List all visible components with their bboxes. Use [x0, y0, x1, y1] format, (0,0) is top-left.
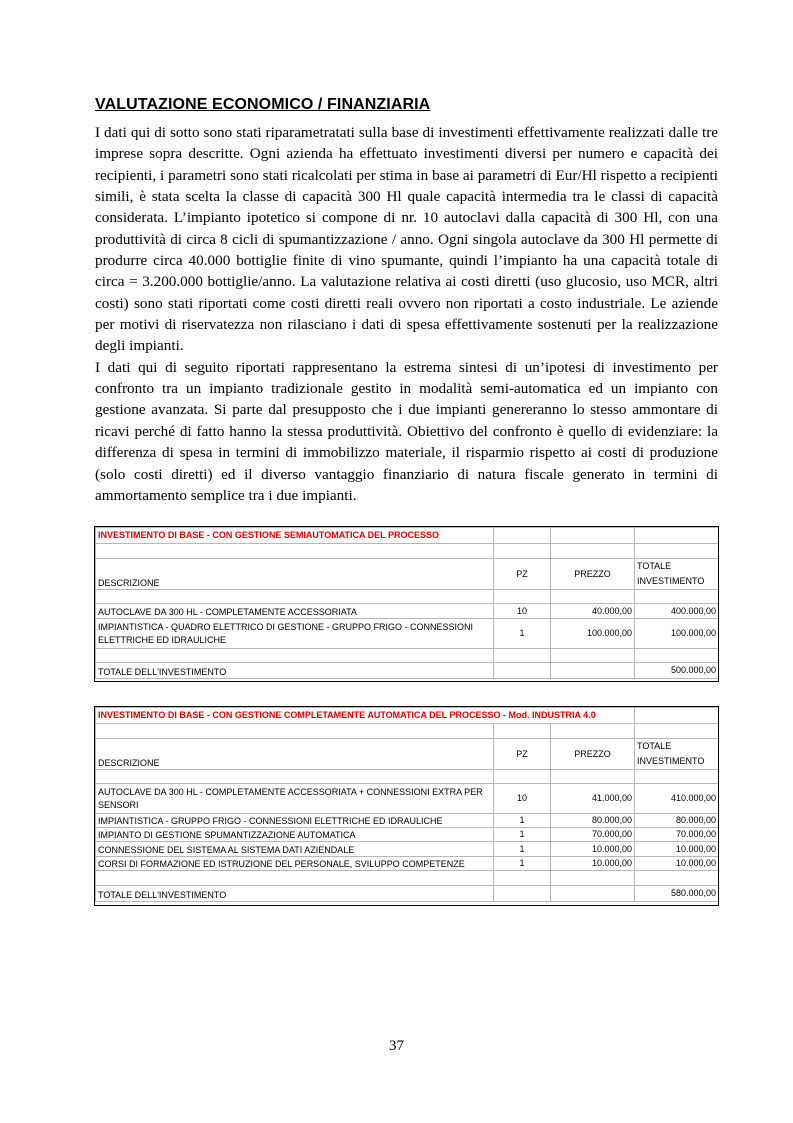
row-total: 10.000,00 [635, 842, 719, 857]
table-title: INVESTIMENTO DI BASE - CON GESTIONE COMPLETAMENTE AUTOMATICA DEL PROCESSO - Mod. INDUSTRIA 4.0 [96, 708, 635, 724]
table-row [96, 784, 719, 814]
row-price: 10.000,00 [551, 857, 635, 871]
row-description: IMPIANTISTICA - GRUPPO FRIGO - CONNESSIONI ELETTRICHE ED IDRAULICHE [96, 814, 494, 828]
table-row [96, 842, 719, 857]
row-total: 400.000,00 [635, 604, 719, 619]
header-total: TOTALE INVESTIMENTO [635, 739, 719, 770]
row-pz: 10 [494, 604, 551, 619]
header-description: DESCRIZIONE [96, 739, 494, 770]
total-value: 580.000,00 [635, 886, 719, 902]
total-value: 500.000,00 [635, 663, 719, 679]
row-pz: 10 [494, 784, 551, 814]
row-price: 40.000,00 [551, 604, 635, 619]
table-header-row [96, 559, 719, 590]
investment-table-semiautomatic [95, 527, 719, 679]
table-title: INVESTIMENTO DI BASE - CON GESTIONE SEMIAUTOMATICA DEL PROCESSO [96, 528, 494, 544]
page-number: 37 [389, 1038, 404, 1054]
row-pz: 1 [494, 619, 551, 649]
table-row [96, 857, 719, 871]
header-pz: PZ [494, 559, 551, 590]
header-pz: PZ [494, 739, 551, 770]
paragraph-1: I dati qui di sotto sono stati riparametratati sulla base di investimenti effettivamente realizzati dalle tre imprese sopra descritte. Ogni azienda ha effettuato investimenti diversi per numero e capacità dei recipienti, i parametri sono stati ricalcolati per stima in base ai parametri di Eur/Hl rispetto a recipienti simili, è stata scelta la classe di capacità 300 Hl quale capacità intermedia tra le classi di capacità considerata. L’impianto ipotetico si compone di nr. 10 autoclavi dalla capacità di 300 Hl, con una produttività di circa 8 cicli di spumantizzazione / anno. Ogni singola autoclave da 300 Hl permette di produrre circa 40.000 bottiglie finite di vino spumante, quindi l’impianto ha una capacità totale di circa = 3.200.000 bottiglie/anno. La valutazione relativa ai costi diretti (uso glucosio, uso MCR, altri costi) sono stati riportati come costi diretti reali ovvero non riportati a costo industriale. Le aziende per motivi di riservatezza non rilasciano i dati di spesa effettivamente sostenuti per la realizzazione degli impianti. [95, 124, 718, 355]
table-total-row [96, 663, 719, 679]
row-total: 100.000,00 [635, 619, 719, 649]
row-price: 10.000,00 [551, 842, 635, 857]
row-description: AUTOCLAVE DA 300 HL - COMPLETAMENTE ACCESSORIATA + CONNESSIONI EXTRA PER SENSORI [96, 784, 494, 814]
total-label: TOTALE DELL'INVESTIMENTO [96, 886, 494, 902]
row-price: 70.000,00 [551, 828, 635, 842]
table-title-row [96, 708, 719, 724]
row-price: 100.000,00 [551, 619, 635, 649]
row-description: CORSI DI FORMAZIONE ED ISTRUZIONE DEL PERSONALE, SVILUPPO COMPETENZE [96, 857, 494, 871]
row-total: 70.000,00 [635, 828, 719, 842]
row-price: 41.000,00 [551, 784, 635, 814]
row-total: 410.000,00 [635, 784, 719, 814]
table-row [96, 828, 719, 842]
table-row [96, 619, 719, 649]
header-price: PREZZO [551, 739, 635, 770]
paragraph-2: I dati qui di seguito riportati rappresentano la estrema sintesi di un’ipotesi di investimento per confronto tra un impianto tradizionale gestito in modalità semi-automatica ed un impianto con gestione avanzata. Si parte dal presupposto che i due impianti genereranno lo stesso ammontare di ricavi perché di fatto hanno la stessa produttività. Obiettivo del confronto è quello di evidenziare: la differenza di spesa in termini di immobilizzo materiale, il risparmio rispetto ai costi di produzione (solo costi diretti) ed il diverso vantaggio finanziario di natura fiscale generato in termini di ammortamento semplice tra i due impianti. [95, 358, 718, 504]
row-description: CONNESSIONE DEL SISTEMA AL SISTEMA DATI AZIENDALE [96, 842, 494, 857]
row-total: 10.000,00 [635, 857, 719, 871]
row-description: IMPIANTO DI GESTIONE SPUMANTIZZAZIONE AUTOMATICA [96, 828, 494, 842]
table-title-row [96, 528, 719, 544]
row-pz: 1 [494, 814, 551, 828]
table-total-row [96, 886, 719, 902]
row-description: AUTOCLAVE DA 300 HL - COMPLETAMENTE ACCESSORIATA [96, 604, 494, 619]
investment-table-automatic [95, 707, 719, 902]
table-row [96, 604, 719, 619]
table-row [96, 814, 719, 828]
total-label: TOTALE DELL'INVESTIMENTO [96, 663, 494, 679]
row-pz: 1 [494, 828, 551, 842]
body-text [95, 122, 718, 506]
row-pz: 1 [494, 857, 551, 871]
header-price: PREZZO [551, 559, 635, 590]
section-heading: VALUTAZIONE ECONOMICO / FINANZIARIA [95, 96, 431, 113]
header-description: DESCRIZIONE [96, 559, 494, 590]
row-description: IMPIANTISTICA - QUADRO ELETTRICO DI GESTIONE - GRUPPO FRIGO - CONNESSIONI ELETTRICHE ED IDRAULICHE [96, 619, 494, 649]
header-total: TOTALE INVESTIMENTO [635, 559, 719, 590]
row-price: 80.000,00 [551, 814, 635, 828]
table-header-row [96, 739, 719, 770]
row-pz: 1 [494, 842, 551, 857]
row-total: 80.000,00 [635, 814, 719, 828]
